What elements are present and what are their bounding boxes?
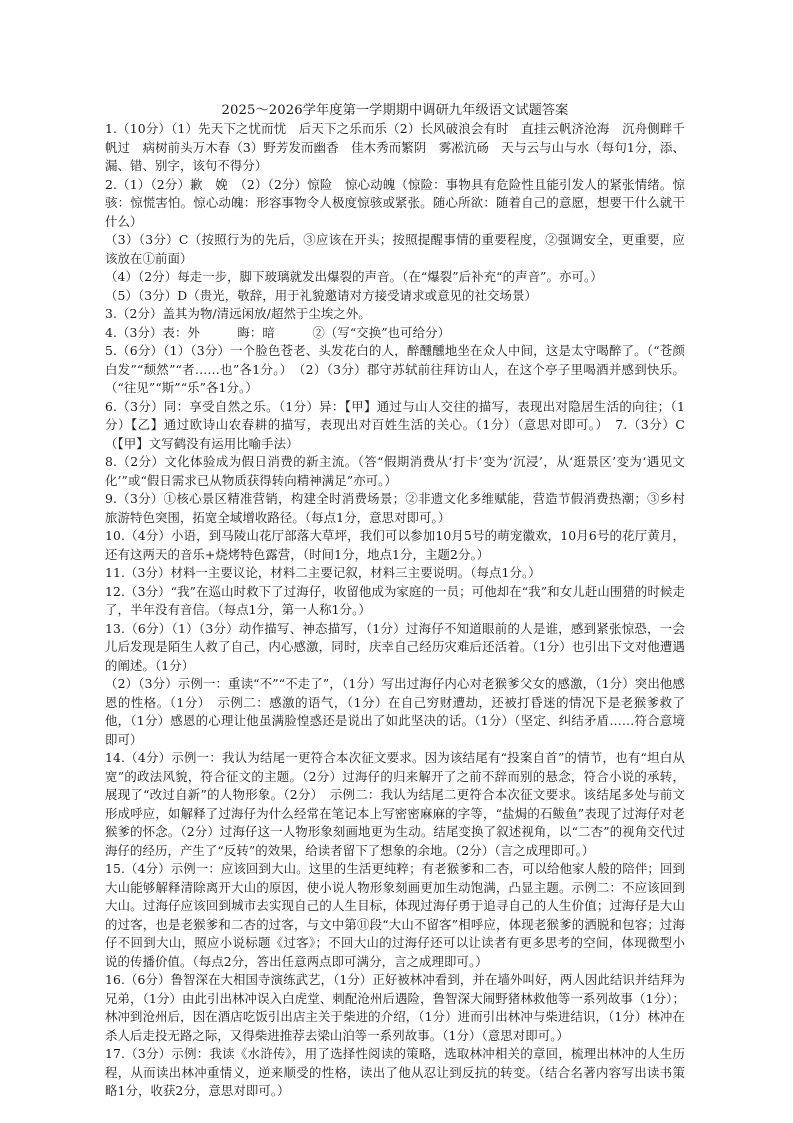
- answer-q13-2: （2）（3分）示例一：重读“不”“不走了”，（1分）写出过海仔内心对老猴爹父女的感激，（1分）突出他感恩的性格。（1分） 示例二：感激的语气，（1分）在自己穷财遭劫，还被打昏迷的情况下是老猴爹救了他，（1分）感恩的心理让他虽满脸惶惑还是说出了如此坚决的话。（1分）（坚定、纠结矛盾……符合意境即可）: [105, 676, 685, 747]
- answer-q17: 17.（3分）示例：我读《水浒传》，用了选择性阅读的策略，选取林冲相关的章回，梳理出林冲的人生历程，从而读出林冲重情义，逆来顺受的性格，读出了他从忍让到反抗的转变。（结合名著内容写出读书策略1分，收获2分，意思对即可。）: [105, 1046, 685, 1098]
- answer-q15: 15.（4分）示例一：应该回到大山。这里的生活更纯粹；有老猴爹和二杏，可以给他家人般的陪伴；回到大山能够解释清除离开大山的原因，使小说人物形象刻画更加生动饱满，凸显主题。示例二：不应该回到大山。过海仔应该回到城市去实现自己的人生目标，体现过海仔勇于追寻自己的人生价值；过海仔是大山的过客，也是老猴爹和二杏的过客，与文中第⑪段“大山不留客”相呼应，体现老猴爹的洒脱和包容；过海仔不回到大山，照应小说标题《过客》；不回大山的过海仔还可以让读者有更多思考的空间，体现微型小说的传播价值。（每点2分，答出任意两点即可满分，言之成理即可。）: [105, 861, 685, 969]
- answer-q2-3: （3）（3分）C（按照行为的先后，③应该在开头；按照提醒事情的重要程度，②强调安全，更重要，应该放在①前面）: [105, 232, 685, 266]
- answer-q13-1: 13.（6分）（1）（3分）动作描写、神态描写，（1分）过海仔不知道眼前的人是谁，感到紧张惊恐，一会儿后发现是陌生人救了自己，内心感激，同时，庆幸自己经历灾难后还活着。（1分）也引出下文对他遭遇的阐述。（1分）: [105, 620, 685, 673]
- answer-q2-5: （5）（3分）D（贵光，敬辞，用于礼貌邀请对方接受请求或意见的社交场景）: [105, 287, 537, 303]
- page-title: 2025～2026学年度第一学期期中调研九年级语文试题答案: [221, 103, 569, 118]
- answer-q3: 3.（2分）盖其为物/清远闲放/超然于尘埃之外。: [105, 306, 371, 321]
- answer-q4: 4.（3分）表：外 晦：暗 ②（写“交换”也可给分）: [105, 324, 451, 340]
- answer-q10: 10.（4分）小语，到马陵山花厅部落大草坪，我们可以参加10月5号的萌宠徽欢，10月6号的花厅黄月，还有这两天的音乐+烧烤特色露营，（时间1分，地点1分，主题2分。）: [105, 528, 685, 562]
- answer-q2-4: （4）（2分）每走一步，脚下玻璃就发出爆裂的声音。（在“爆裂”后补充“的声音”。亦可。）: [105, 269, 603, 284]
- answer-q6-q7: 6.（3分）同：享受自然之乐。（1分）异：【甲】通过与山人交往的描写，表现出对隐居生活的向往；（1分）【乙】通过欧诗山农春耕的描写，表现出对百姓生活的关心。（1分）（意思对即可。） 7.（3分）C（【甲】文写鹤没有运用比喻手法）: [105, 398, 685, 451]
- answer-document: [105, 102, 685, 1101]
- answer-q11: 11.（3分）材料一主要议论，材料二主要记叙，材料三主要说明。（每点1分。）: [105, 565, 541, 580]
- answer-q5: 5.（6分）（1）（3分）一个脸色苍老、头发花白的人，醉醺醺地坐在众人中间，这是太守喝醉了。（“苍颜白发”“颓然”“者……也”各1分。） （2）（3分）郡守苏轼前往拜访山人，在这个亭子里喝酒并感到快乐。（“往见”“斯”“乐”各1分。）: [105, 343, 685, 395]
- answer-q2-1: 2.（1）（2分）歉 娩 （2）（2分）惊险 惊心动魄（惊险：事物具有危险性且能引发人的紧张情绪。惊骇：惊慌害怕。惊心动魄：形容事物令人极度惊骇或紧张。随心所欲：随着自己的意愿，想要干什么就干什么）: [105, 176, 685, 229]
- answer-q14: 14.（4分）示例一：我认为结尾一更符合本次征文要求。因为该结尾有“投案自首”的情节，也有“坦白从宽”的政法风貌，符合征文的主题。（2分）过海仔的归来解开了之前不辞而别的悬念，符合小说的承转，展现了“改过自新”的人物形象。（2分） 示例二：我认为结尾二更符合本次征文要求。该结尾多处与前文形成呼应，如解释了过海仔为什么经常在笔记本上写密密麻麻的字等，“盐焗的石鲅鱼”表现了过海仔对老猴爹的怀念。（2分）过海仔这一人物形象刻画地更为生动。结尾变换了叙述视角，以“二杏”的视角交代过海仔的经历，产生了“反转”的效果，给读者留下了想象的余地。（2分）（言之成理即可。）: [105, 750, 685, 858]
- answer-q9: 9.（3分）①核心景区精准营销，构建全时消费场景；②非遗文化多维赋能，营造节假消费热潮；③乡村旅游特色突围，拓宽全域增收路径。（每点1分，意思对即可。）: [105, 491, 685, 525]
- answer-q1: 1.（10分）（1）先天下之忧而忧 后天下之乐而乐（2）长风破浪会有时 直挂云帆济沧海 沉舟侧畔千帆过 病树前头万木春（3）野芳发而幽香 佳木秀而繁阴 雾凇沆砀 天与云与山与水（每句1分，添、漏、错、别字，该句不得分）: [105, 121, 685, 173]
- answer-q16: 16.（6分）鲁智深在大相国寺演练武艺，（1分）正好被林冲看到，并在墙外叫好，两人因此结识并结拜为兄弟，（1分）由此引出林冲误入白虎堂、刺配沧州后遇险，鲁智深大闹野猪林救他等一系列故事（1分）；林冲到沧州后，因在酒店吃饭引出店主关于柴进的介绍，（1分）进而引出林冲与柴进结识，（1分）林冲在杀人后走投无路之际，又得柴进推荐去梁山泊等一系列故事。（1分）（意思对即可。）: [105, 972, 685, 1043]
- answer-q8: 8.（2分）文化体验成为假日消费的新主流。（答“假期消费从‘打卡’变为‘沉浸’，从‘逛景区’变为‘遇见文化’”或“假日需求已从物质获得转向精神满足”亦可。）: [105, 454, 685, 488]
- answer-q12: 12.（3分）“我”在巡山时救下了过海仔，收留他成为家庭的一员；可他却在“我”和女儿赶山围猎的时候走了，半年没有音信。（每点1分，第一人称1分。）: [105, 583, 685, 617]
